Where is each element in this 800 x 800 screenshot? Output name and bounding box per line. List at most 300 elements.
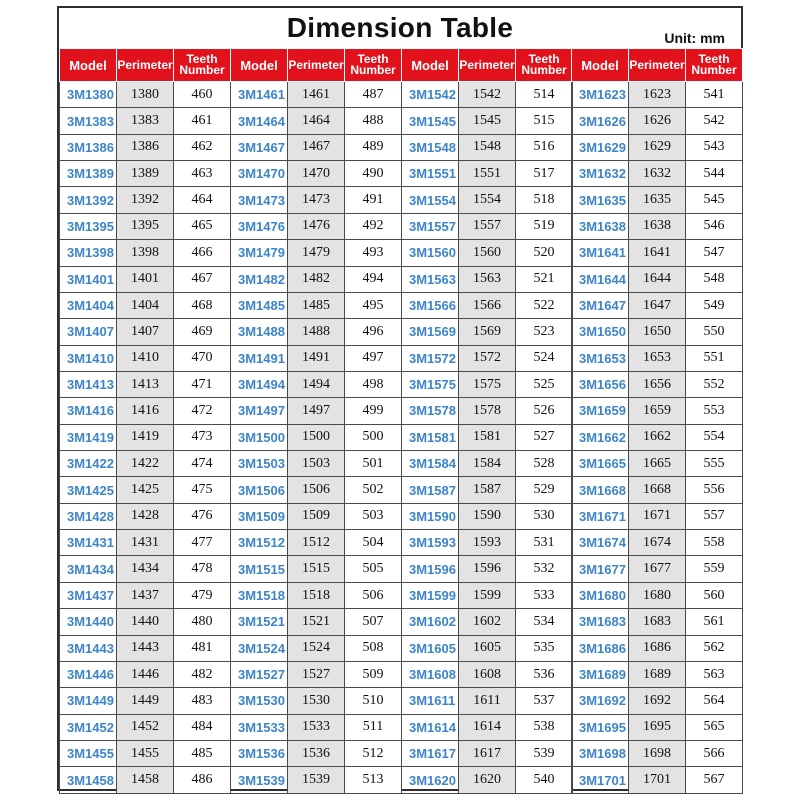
model-cell: 3M1527 <box>231 661 288 687</box>
perimeter-cell: 1614 <box>459 714 516 740</box>
table-row <box>60 530 231 556</box>
perimeter-cell: 1584 <box>459 451 516 477</box>
model-cell: 3M1569 <box>402 319 459 345</box>
perimeter-cell: 1692 <box>629 688 686 714</box>
teeth-number-cell: 497 <box>345 345 402 371</box>
model-cell: 3M1548 <box>402 134 459 160</box>
model-cell: 3M1587 <box>402 477 459 503</box>
model-cell: 3M1647 <box>572 292 629 318</box>
model-cell: 3M1641 <box>572 240 629 266</box>
perimeter-cell: 1512 <box>288 530 345 556</box>
teeth-number-cell: 471 <box>174 371 231 397</box>
perimeter-cell: 1539 <box>288 767 345 793</box>
teeth-number-cell: 523 <box>516 319 573 345</box>
perimeter-cell: 1473 <box>288 187 345 213</box>
teeth-number-cell: 522 <box>516 292 573 318</box>
teeth-number-cell: 494 <box>345 266 402 292</box>
perimeter-cell: 1677 <box>629 556 686 582</box>
table-row <box>402 108 573 134</box>
table-row <box>572 319 743 345</box>
table-row <box>231 82 402 108</box>
table-row <box>60 398 231 424</box>
header-perimeter: Perimeter <box>288 49 345 82</box>
perimeter-cell: 1674 <box>629 530 686 556</box>
model-cell: 3M1500 <box>231 424 288 450</box>
table-column-group-1 <box>59 48 231 794</box>
table-row <box>231 371 402 397</box>
teeth-number-cell: 502 <box>345 477 402 503</box>
perimeter-cell: 1533 <box>288 714 345 740</box>
teeth-number-cell: 545 <box>686 187 743 213</box>
teeth-number-cell: 548 <box>686 266 743 292</box>
teeth-number-cell: 465 <box>174 213 231 239</box>
teeth-number-cell: 562 <box>686 635 743 661</box>
teeth-number-cell: 535 <box>516 635 573 661</box>
teeth-number-cell: 517 <box>516 161 573 187</box>
model-cell: 3M1617 <box>402 740 459 766</box>
table-row <box>231 635 402 661</box>
perimeter-cell: 1626 <box>629 108 686 134</box>
teeth-number-cell: 565 <box>686 714 743 740</box>
perimeter-cell: 1383 <box>117 108 174 134</box>
teeth-number-cell: 473 <box>174 424 231 450</box>
teeth-number-cell: 528 <box>516 451 573 477</box>
table-row <box>572 161 743 187</box>
perimeter-cell: 1665 <box>629 451 686 477</box>
table-row <box>402 451 573 477</box>
table-row <box>231 767 402 793</box>
perimeter-cell: 1434 <box>117 556 174 582</box>
header-perimeter: Perimeter <box>459 49 516 82</box>
table-row <box>60 345 231 371</box>
perimeter-cell: 1443 <box>117 635 174 661</box>
model-cell: 3M1392 <box>60 187 117 213</box>
model-cell: 3M1557 <box>402 213 459 239</box>
table-title: Dimension Table <box>286 12 514 43</box>
table-row <box>60 661 231 687</box>
table-row <box>572 503 743 529</box>
header-teeth-number <box>174 49 231 82</box>
model-cell: 3M1383 <box>60 108 117 134</box>
table-row <box>231 187 402 213</box>
header-teeth-line2: Number <box>691 63 737 77</box>
table-row <box>402 767 573 793</box>
model-cell: 3M1653 <box>572 345 629 371</box>
perimeter-cell: 1479 <box>288 240 345 266</box>
model-cell: 3M1608 <box>402 661 459 687</box>
teeth-number-cell: 491 <box>345 187 402 213</box>
model-cell: 3M1695 <box>572 714 629 740</box>
table-row <box>402 740 573 766</box>
perimeter-cell: 1650 <box>629 319 686 345</box>
teeth-number-cell: 500 <box>345 424 402 450</box>
table-row <box>231 240 402 266</box>
table-row <box>60 714 231 740</box>
perimeter-cell: 1401 <box>117 266 174 292</box>
perimeter-cell: 1680 <box>629 582 686 608</box>
model-cell: 3M1665 <box>572 451 629 477</box>
table-row <box>60 688 231 714</box>
perimeter-cell: 1698 <box>629 740 686 766</box>
table-row <box>572 108 743 134</box>
model-cell: 3M1623 <box>572 82 629 108</box>
model-cell: 3M1395 <box>60 213 117 239</box>
teeth-number-cell: 539 <box>516 740 573 766</box>
model-cell: 3M1401 <box>60 266 117 292</box>
model-cell: 3M1491 <box>231 345 288 371</box>
table-column-group-4 <box>571 48 743 794</box>
model-cell: 3M1407 <box>60 319 117 345</box>
model-cell: 3M1698 <box>572 740 629 766</box>
teeth-number-cell: 537 <box>516 688 573 714</box>
table-row <box>60 477 231 503</box>
model-cell: 3M1632 <box>572 161 629 187</box>
table-row <box>572 714 743 740</box>
teeth-number-cell: 479 <box>174 582 231 608</box>
table-row <box>402 398 573 424</box>
teeth-number-cell: 470 <box>174 345 231 371</box>
model-cell: 3M1497 <box>231 398 288 424</box>
header-teeth-line1: Teeth <box>528 52 560 66</box>
model-cell: 3M1380 <box>60 82 117 108</box>
perimeter-cell: 1461 <box>288 82 345 108</box>
model-cell: 3M1524 <box>231 635 288 661</box>
teeth-number-cell: 551 <box>686 345 743 371</box>
table-row <box>572 292 743 318</box>
teeth-number-cell: 469 <box>174 319 231 345</box>
header-teeth-line2: Number <box>179 63 225 77</box>
header-teeth-line2: Number <box>350 63 396 77</box>
model-cell: 3M1539 <box>231 767 288 793</box>
perimeter-cell: 1557 <box>459 213 516 239</box>
model-cell: 3M1425 <box>60 477 117 503</box>
table-row <box>60 187 231 213</box>
teeth-number-cell: 466 <box>174 240 231 266</box>
model-cell: 3M1614 <box>402 714 459 740</box>
perimeter-cell: 1404 <box>117 292 174 318</box>
perimeter-cell: 1380 <box>117 82 174 108</box>
table-row <box>231 661 402 687</box>
perimeter-cell: 1578 <box>459 398 516 424</box>
teeth-number-cell: 507 <box>345 609 402 635</box>
table-row <box>572 582 743 608</box>
perimeter-cell: 1635 <box>629 187 686 213</box>
teeth-number-cell: 514 <box>516 82 573 108</box>
teeth-number-cell: 518 <box>516 187 573 213</box>
perimeter-cell: 1617 <box>459 740 516 766</box>
model-cell: 3M1620 <box>402 767 459 793</box>
table-row <box>231 451 402 477</box>
table-row <box>231 398 402 424</box>
model-cell: 3M1644 <box>572 266 629 292</box>
teeth-number-cell: 547 <box>686 240 743 266</box>
table-row <box>402 266 573 292</box>
table-row <box>231 688 402 714</box>
model-cell: 3M1449 <box>60 688 117 714</box>
model-cell: 3M1467 <box>231 134 288 160</box>
teeth-number-cell: 538 <box>516 714 573 740</box>
perimeter-cell: 1656 <box>629 371 686 397</box>
perimeter-cell: 1491 <box>288 345 345 371</box>
table-row <box>572 740 743 766</box>
perimeter-cell: 1542 <box>459 82 516 108</box>
perimeter-cell: 1476 <box>288 213 345 239</box>
model-cell: 3M1692 <box>572 688 629 714</box>
teeth-number-cell: 513 <box>345 767 402 793</box>
model-cell: 3M1458 <box>60 767 117 793</box>
header-perimeter: Perimeter <box>629 49 686 82</box>
perimeter-cell: 1482 <box>288 266 345 292</box>
model-cell: 3M1386 <box>60 134 117 160</box>
model-cell: 3M1446 <box>60 661 117 687</box>
model-cell: 3M1416 <box>60 398 117 424</box>
teeth-number-cell: 464 <box>174 187 231 213</box>
table-row <box>572 609 743 635</box>
perimeter-cell: 1431 <box>117 530 174 556</box>
table-row <box>231 319 402 345</box>
table-row <box>231 503 402 529</box>
model-cell: 3M1671 <box>572 503 629 529</box>
teeth-number-cell: 511 <box>345 714 402 740</box>
perimeter-cell: 1701 <box>629 767 686 793</box>
table-row <box>402 292 573 318</box>
teeth-number-cell: 532 <box>516 556 573 582</box>
perimeter-cell: 1422 <box>117 451 174 477</box>
table-row <box>402 582 573 608</box>
teeth-number-cell: 467 <box>174 266 231 292</box>
table-row <box>402 161 573 187</box>
perimeter-cell: 1605 <box>459 635 516 661</box>
teeth-number-cell: 556 <box>686 477 743 503</box>
table-row <box>60 767 231 793</box>
table-row <box>231 161 402 187</box>
teeth-number-cell: 461 <box>174 108 231 134</box>
table-row <box>572 266 743 292</box>
perimeter-cell: 1413 <box>117 371 174 397</box>
teeth-number-cell: 521 <box>516 266 573 292</box>
model-cell: 3M1476 <box>231 213 288 239</box>
table-row <box>231 134 402 160</box>
perimeter-cell: 1500 <box>288 424 345 450</box>
table-row <box>572 240 743 266</box>
model-cell: 3M1674 <box>572 530 629 556</box>
table-row <box>402 213 573 239</box>
perimeter-cell: 1395 <box>117 213 174 239</box>
perimeter-cell: 1410 <box>117 345 174 371</box>
perimeter-cell: 1620 <box>459 767 516 793</box>
table-row <box>60 371 231 397</box>
header-teeth-line1: Teeth <box>698 52 730 66</box>
teeth-number-cell: 485 <box>174 740 231 766</box>
teeth-number-cell: 506 <box>345 582 402 608</box>
perimeter-cell: 1449 <box>117 688 174 714</box>
model-cell: 3M1638 <box>572 213 629 239</box>
teeth-number-cell: 555 <box>686 451 743 477</box>
header-teeth-number <box>345 49 402 82</box>
perimeter-cell: 1419 <box>117 424 174 450</box>
model-cell: 3M1584 <box>402 451 459 477</box>
teeth-number-cell: 533 <box>516 582 573 608</box>
perimeter-cell: 1593 <box>459 530 516 556</box>
table-row <box>572 345 743 371</box>
model-cell: 3M1563 <box>402 266 459 292</box>
header-model: Model <box>572 49 629 82</box>
perimeter-cell: 1587 <box>459 477 516 503</box>
model-cell: 3M1410 <box>60 345 117 371</box>
perimeter-cell: 1440 <box>117 609 174 635</box>
teeth-number-cell: 529 <box>516 477 573 503</box>
perimeter-cell: 1641 <box>629 240 686 266</box>
perimeter-cell: 1653 <box>629 345 686 371</box>
model-cell: 3M1482 <box>231 266 288 292</box>
table-row <box>60 582 231 608</box>
table-row <box>60 635 231 661</box>
teeth-number-cell: 505 <box>345 556 402 582</box>
perimeter-cell: 1455 <box>117 740 174 766</box>
teeth-number-cell: 536 <box>516 661 573 687</box>
teeth-number-cell: 519 <box>516 213 573 239</box>
teeth-number-cell: 472 <box>174 398 231 424</box>
perimeter-cell: 1497 <box>288 398 345 424</box>
perimeter-cell: 1689 <box>629 661 686 687</box>
table-row <box>60 266 231 292</box>
teeth-number-cell: 474 <box>174 451 231 477</box>
teeth-number-cell: 527 <box>516 424 573 450</box>
teeth-number-cell: 564 <box>686 688 743 714</box>
table-row <box>572 661 743 687</box>
model-cell: 3M1554 <box>402 187 459 213</box>
teeth-number-cell: 490 <box>345 161 402 187</box>
model-cell: 3M1440 <box>60 609 117 635</box>
perimeter-cell: 1638 <box>629 213 686 239</box>
model-cell: 3M1398 <box>60 240 117 266</box>
perimeter-cell: 1659 <box>629 398 686 424</box>
teeth-number-cell: 492 <box>345 213 402 239</box>
teeth-number-cell: 567 <box>686 767 743 793</box>
header-model: Model <box>402 49 459 82</box>
model-cell: 3M1455 <box>60 740 117 766</box>
perimeter-cell: 1572 <box>459 345 516 371</box>
table-row <box>231 424 402 450</box>
teeth-number-cell: 512 <box>345 740 402 766</box>
header-teeth-line1: Teeth <box>186 52 218 66</box>
model-cell: 3M1404 <box>60 292 117 318</box>
table-row <box>402 319 573 345</box>
model-cell: 3M1575 <box>402 371 459 397</box>
teeth-number-cell: 483 <box>174 688 231 714</box>
model-cell: 3M1428 <box>60 503 117 529</box>
perimeter-cell: 1686 <box>629 635 686 661</box>
table-row <box>231 292 402 318</box>
model-cell: 3M1596 <box>402 556 459 582</box>
teeth-number-cell: 482 <box>174 661 231 687</box>
table-row <box>402 714 573 740</box>
table-row <box>402 635 573 661</box>
header-teeth-line1: Teeth <box>357 52 389 66</box>
model-cell: 3M1545 <box>402 108 459 134</box>
table-row <box>60 740 231 766</box>
teeth-number-cell: 525 <box>516 371 573 397</box>
model-cell: 3M1626 <box>572 108 629 134</box>
perimeter-cell: 1623 <box>629 82 686 108</box>
perimeter-cell: 1632 <box>629 161 686 187</box>
teeth-number-cell: 524 <box>516 345 573 371</box>
teeth-number-cell: 484 <box>174 714 231 740</box>
perimeter-cell: 1509 <box>288 503 345 529</box>
teeth-number-cell: 553 <box>686 398 743 424</box>
perimeter-cell: 1518 <box>288 582 345 608</box>
teeth-number-cell: 503 <box>345 503 402 529</box>
model-cell: 3M1437 <box>60 582 117 608</box>
perimeter-cell: 1494 <box>288 371 345 397</box>
table-row <box>60 424 231 450</box>
model-cell: 3M1530 <box>231 688 288 714</box>
table-row <box>402 530 573 556</box>
perimeter-cell: 1521 <box>288 609 345 635</box>
model-cell: 3M1509 <box>231 503 288 529</box>
perimeter-cell: 1506 <box>288 477 345 503</box>
model-cell: 3M1635 <box>572 187 629 213</box>
table-row <box>572 82 743 108</box>
perimeter-cell: 1446 <box>117 661 174 687</box>
model-cell: 3M1494 <box>231 371 288 397</box>
table-row <box>572 530 743 556</box>
perimeter-cell: 1428 <box>117 503 174 529</box>
teeth-number-cell: 557 <box>686 503 743 529</box>
teeth-number-cell: 566 <box>686 740 743 766</box>
table-row <box>572 635 743 661</box>
teeth-number-cell: 563 <box>686 661 743 687</box>
model-cell: 3M1650 <box>572 319 629 345</box>
table-row <box>60 213 231 239</box>
teeth-number-cell: 530 <box>516 503 573 529</box>
model-cell: 3M1581 <box>402 424 459 450</box>
model-cell: 3M1560 <box>402 240 459 266</box>
teeth-number-cell: 460 <box>174 82 231 108</box>
table-row <box>402 661 573 687</box>
perimeter-cell: 1671 <box>629 503 686 529</box>
table-row <box>231 740 402 766</box>
table-row <box>60 292 231 318</box>
model-cell: 3M1602 <box>402 609 459 635</box>
header-teeth-number <box>516 49 573 82</box>
teeth-number-cell: 480 <box>174 609 231 635</box>
teeth-number-cell: 477 <box>174 530 231 556</box>
table-row <box>402 503 573 529</box>
teeth-number-cell: 516 <box>516 134 573 160</box>
perimeter-cell: 1566 <box>459 292 516 318</box>
perimeter-cell: 1608 <box>459 661 516 687</box>
teeth-number-cell: 486 <box>174 767 231 793</box>
table-row <box>402 688 573 714</box>
table-row <box>572 398 743 424</box>
table-row <box>572 556 743 582</box>
table-row <box>60 556 231 582</box>
table-row <box>60 108 231 134</box>
perimeter-cell: 1629 <box>629 134 686 160</box>
table-row <box>60 503 231 529</box>
model-cell: 3M1431 <box>60 530 117 556</box>
teeth-number-cell: 544 <box>686 161 743 187</box>
table-row <box>572 187 743 213</box>
table-row <box>231 266 402 292</box>
perimeter-cell: 1536 <box>288 740 345 766</box>
table-row <box>402 424 573 450</box>
teeth-number-cell: 546 <box>686 213 743 239</box>
table-row <box>60 161 231 187</box>
header-model: Model <box>231 49 288 82</box>
teeth-number-cell: 498 <box>345 371 402 397</box>
